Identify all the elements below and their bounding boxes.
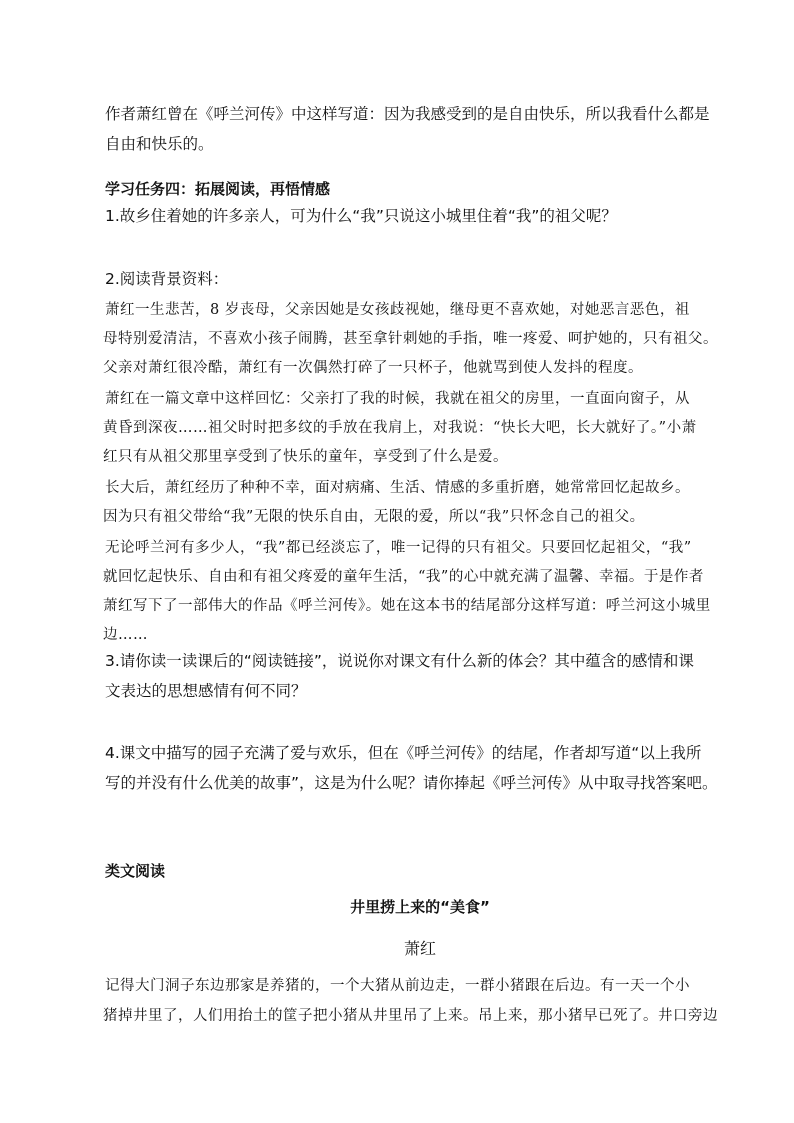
bg-line: 萧红写下了一部伟大的作品《呼兰河传》。她在这本书的结尾部分这样写道：呼兰河这小城里 xyxy=(103,598,711,614)
bg-line: 边…… xyxy=(103,627,148,643)
bg-line: 长大后，萧红经历了种种不幸，面对病痛、生活、情感的多重折磨，她常常回忆起故乡。 xyxy=(105,480,690,496)
bg-line: 萧红在一篇文章中这样回忆：父亲打了我的时候，我就在祖父的房里，一直面向窗子，从 xyxy=(105,391,690,407)
article-body xyxy=(105,971,735,1031)
similar-reading-heading: 类文阅读 xyxy=(105,862,166,880)
question-3-line-2: 文表达的思想感情有何不同？ xyxy=(105,682,307,700)
question-1: 1.故乡住着她的许多亲人，可为什么“我”只说这小城里住着“我”的祖父呢？ xyxy=(105,207,617,225)
article-line: 猪掉井里了，人们用抬土的筐子把小猪从井里吊了上来。吊上来，那小猪早已死了。井口旁边 xyxy=(103,1008,718,1024)
question-4-line-2: 写的并没有什么优美的故事”，这是为什么呢？请你捧起《呼兰河传》从中取寻找答案吧。 xyxy=(105,774,718,792)
bg-line: 就回忆起快乐、自由和有祖父疼爱的童年生活，“我”的心中就充满了温馨、幸福。于是作者 xyxy=(103,569,704,585)
question-3 xyxy=(105,646,735,706)
article-author: 萧红 xyxy=(403,939,436,958)
background-material xyxy=(105,296,735,650)
intro-line-2: 自由和快乐的。 xyxy=(105,135,214,153)
question-4-line-1: 4.课文中描写的园子充满了爱与欢乐，但在《呼兰河传》的结尾，作者却写道“以上我所 xyxy=(105,744,702,762)
bg-line: 父亲对萧红很冷酷，萧红有一次偶然打碎了一只杯子，他就骂到使人发抖的程度。 xyxy=(103,360,643,376)
question-4 xyxy=(105,738,735,798)
intro-paragraph xyxy=(105,99,735,159)
article-line: 记得大门洞子东边那家是养猪的，一个大猪从前边走，一群小猪跟在后边。有一天一个小 xyxy=(105,978,690,994)
question-2: 2.阅读背景资料： xyxy=(105,270,229,288)
bg-line: 因为只有祖父带给“我”无限的快乐自由，无限的爱，所以“我”只怀念自己的祖父。 xyxy=(103,509,645,525)
bg-line: 母特别爱清洁，不喜欢小孩子闹腾，甚至拿针刺她的手指，唯一疼爱、呵护她的，只有祖父。 xyxy=(103,331,718,347)
bg-line: 黄昏到深夜……祖父时时把多纹的手放在我肩上，对我说：“快长大吧，长大就好了。”小萧 xyxy=(103,420,697,436)
intro-line-1: 作者萧红曾在《呼兰河传》中这样写道：因为我感受到的是自由快乐，所以我看什么都是 xyxy=(105,105,710,123)
bg-line: 无论呼兰河有多少人，“我”都已经淡忘了，唯一记得的只有祖父。只要回忆起祖父，“我” xyxy=(105,540,692,556)
task4-heading: 学习任务四：拓展阅读，再悟情感 xyxy=(105,180,331,198)
article-title: 井里捞上来的“美食” xyxy=(350,898,490,916)
question-3-line-1: 3.请你读一读课后的“阅读链接”，说说你对课文有什么新的体会？其中蕴含的感情和课 xyxy=(105,652,694,670)
bg-line: 红只有从祖父那里享受到了快乐的童年，享受到了什么是爱。 xyxy=(103,449,508,465)
bg-line: 萧红一生悲苦，8 岁丧母，父亲因她是女孩歧视她，继母更不喜欢她，对她恶言恶色，祖 xyxy=(105,302,690,318)
